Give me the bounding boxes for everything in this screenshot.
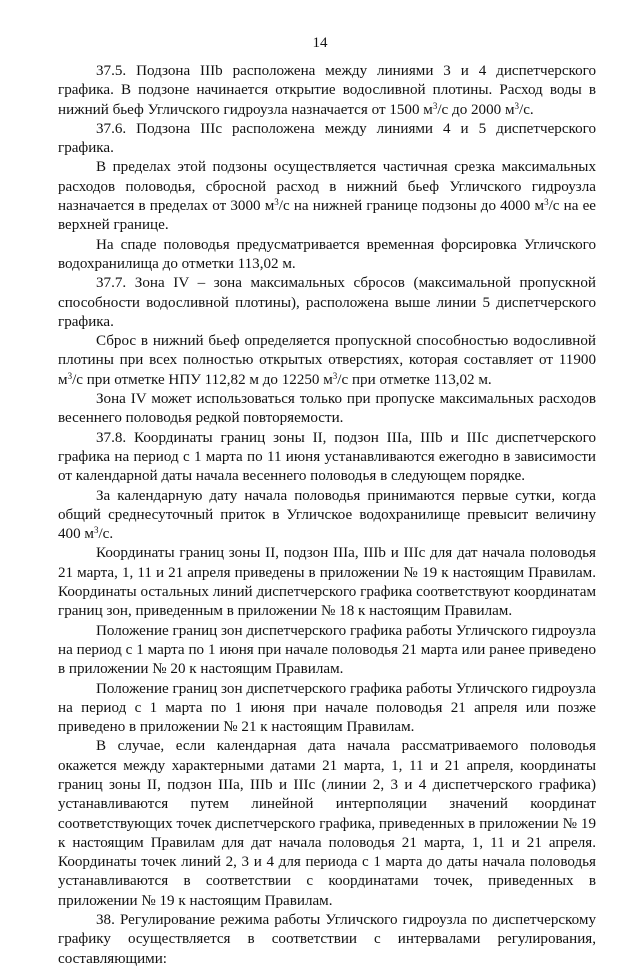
body-paragraph: 38. Регулирование режима работы Угличского гидроузла по диспетчерскому графику осуществляется в соответствии с интервалами регулирования, составляющими: [58,912,596,967]
body-paragraph: Положение границ зон диспетчерского графика работы Угличского гидроузла на период с 1 марта по 1 июня при начале половодья 21 марта или ранее приведено в приложении № 20 к настоящим Правилам. [58,622,596,678]
page-number: 14 [312,35,328,51]
body-paragraph: Положение границ зон диспетчерского графика работы Угличского гидроузла на период с 1 марта по 1 июня при начале половодья 21 апреля или позже приведено в приложении № 21 к настоящим Правилам. [58,680,596,736]
body-paragraph: 37.6. Подзона IIIc расположена между линиями 4 и 5 диспетчерского графика. [58,120,596,157]
body-paragraph: На спаде половодья предусматривается временная форсировка Угличского водохранилища до отметки 113,02 м. [58,236,596,272]
body-paragraph: 37.8. Координаты границ зоны II, подзон IIIa, IIIb и IIIc диспетчерского графика на период с 1 марта по 11 июня устанавливаются ежегодно в зависимости от календарной даты начала весеннего половодья в следующем порядке. [58,429,596,485]
body-paragraph: В случае, если календарная дата начала рассматриваемого половодья окажется между характерными датами 21 марта, 1, 11 и 21 апреля, координаты границ зоны II, подзон IIIa, IIIb и IIIc (линии 2, 3 и 4 диспетчерского графика) устанавливаются путем линейной интерполяции значений координат соответствующих точек диспетчерского графика, приведенных в приложении № 19 к настоящим Правилам для дат начала половодья 21 марта, 1, 11 и 21 апреля. Координаты точек линий 2, 3 и 4 для периода с 1 марта до даты начала половодья устанавливаются в соответствии с координатами точек, приведенных в приложении № 19 к настоящим Правилам. [58,738,596,909]
body-paragraph: 37.5. Подзона IIIb расположена между линиями 3 и 4 диспетчерского графика. В подзоне начинается открытие водосливной плотины. Расход воды в нижний бьеф Угличского гидроузла назначается от 1500 $м^3/с$ до 2000 $м^3/с$. [58,63,596,118]
body-paragraph: Зона IV может использоваться только при пропуске максимальных расходов весеннего половодья редкой повторяемости. [58,391,596,427]
document-body [58,62,596,969]
body-paragraph: В пределах этой подзоны осуществляется частичная срезка максимальных расходов половодья, сбросной расход в нижний бьеф Угличского гидроузла назначается в пределах от 3000 $м^3/с$ на нижней границе подзоны до 4000 $м^3/с$ на ее верхней границе. [58,159,596,234]
body-paragraph: 37.7. Зона IV – зона максимальных сбросов (максимальной пропускной способности водосливной плотины), расположена выше линии 5 диспетчерского графика. [58,275,596,330]
body-paragraph: За календарную дату начала половодья принимаются первые сутки, когда общий среднесуточный приток в Угличское водохранилище превысит величину 400 $м^3/с$. [58,487,596,543]
body-paragraph: Сброс в нижний бьеф определяется пропускной способностью водосливной плотины при всех полностью открытых отверстиях, которая составляет от 11900 $м^3/с$ при отметке НПУ 112,82 м до 12250 $м^3/с$ при отметке 113,02 м. [58,333,596,388]
body-paragraph: Координаты границ зоны II, подзон IIIa, IIIb и IIIc для дат начала половодья 21 марта, 1, 11 и 21 апреля приведены в приложении № 19 к настоящим Правилам. Координаты остальных линий диспетчерского графика соответствуют координатам границ зон, приведенным в приложении № 18 к настоящим Правилам. [58,545,596,620]
